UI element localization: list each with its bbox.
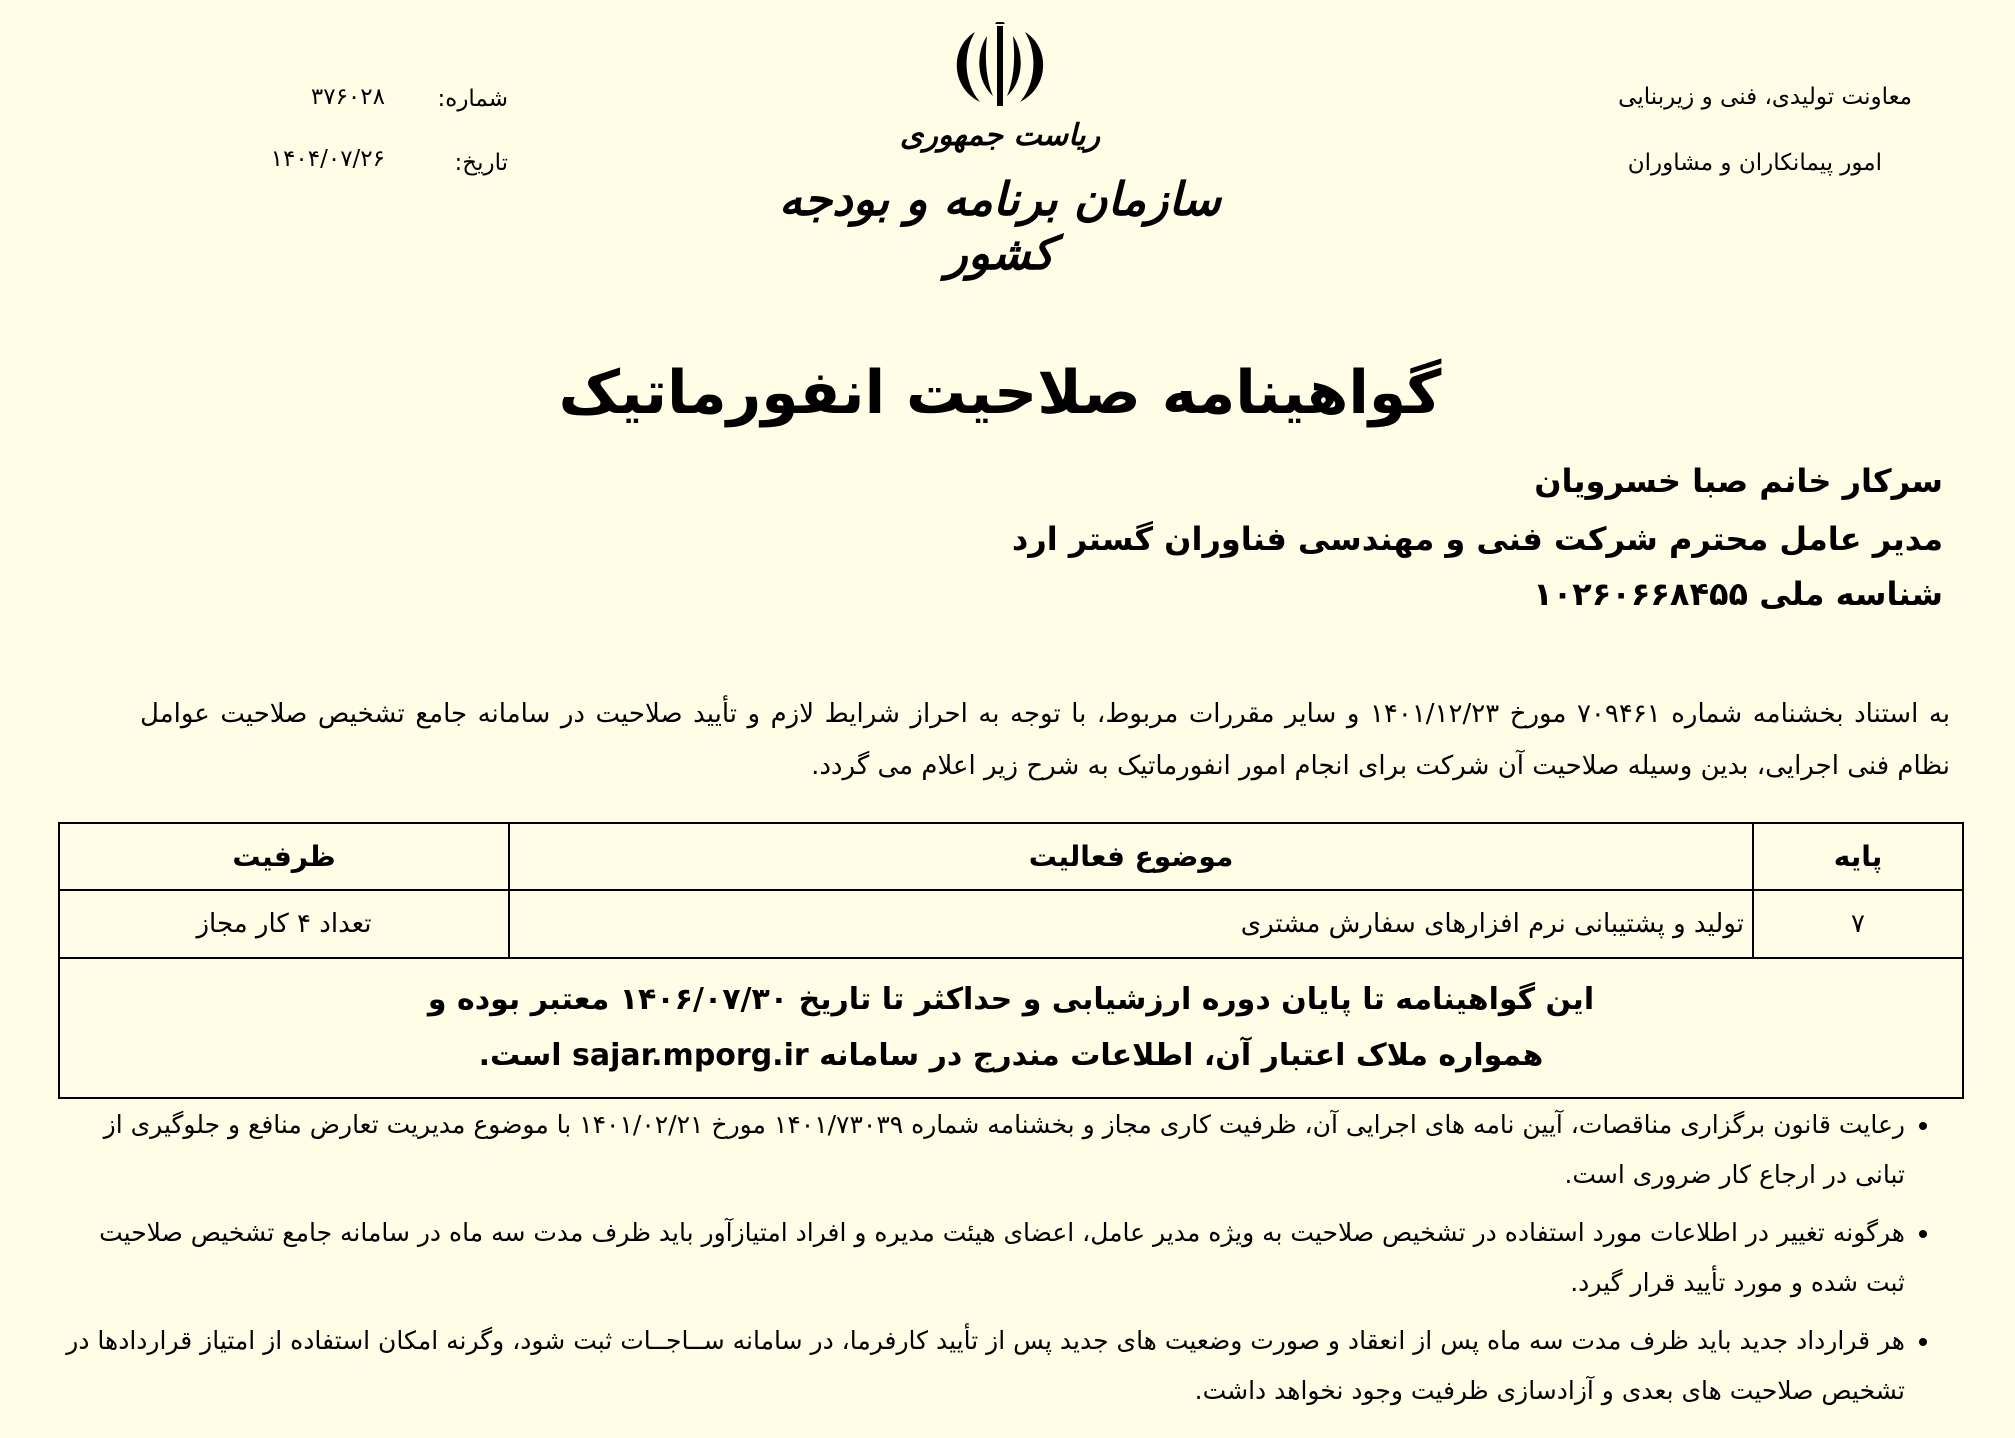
presidency-label: ریاست جمهوری [899, 118, 1101, 153]
header-capacity: ظرفیت [59, 823, 509, 890]
qualification-table [58, 822, 1964, 1099]
table-row [59, 890, 1963, 958]
number-value: ۳۷۶۰۲۸ [310, 84, 385, 110]
header-activity: موضوع فعالیت [509, 823, 1753, 890]
notes-list [65, 1100, 1935, 1424]
validity-cell [59, 958, 1963, 1098]
number-label: شماره: [437, 86, 508, 112]
date-value: ۱۴۰۴/۰۷/۲۶ [270, 146, 385, 172]
iran-emblem-icon [945, 22, 1055, 114]
national-id: شناسه ملی ۱۰۲۶۰۶۶۸۴۵۵ [1533, 575, 1943, 613]
note-item: • رعایت قانون برگزاری مناقصات، آیین نامه های اجرایی آن، ظرفیت کاری مجاز و بخشنامه شماره ۱۴۰۱/۷۳۰۳۹ مورخ ۱۴۰۱/۰۲/۲۱ با موضوع مدیریت تعارض منافع و جلوگیری از تبانی در ارجاع کار ضروری است. [65, 1100, 1905, 1200]
validity-line-2: همواره ملاک اعتبار آن، اطلاعات مندرج در سامانه sajar.mporg.ir است. [478, 1038, 1544, 1073]
certificate-title: گواهینامه صلاحیت انفورماتیک [558, 358, 1442, 428]
note-item: • هر قرارداد جدید باید ظرف مدت سه ماه پس از انعقاد و صورت وضعیت های جدید پس از تأیید کارفرما، در سامانه ســاجــات ثبت شود، وگرنه امکان استفاده از امتیاز قراردادها در تشخیص صلاحیت های بعدی و آزادسازی ظرفیت وجود نخواهد داشت. [65, 1316, 1905, 1416]
validity-line-1: این گواهینامه تا پایان دوره ارزشیابی و حداکثر تا تاریخ ۱۴۰۶/۰۷/۳۰ معتبر بوده و [427, 982, 1595, 1017]
addressee-name: سرکار خانم صبا خسرویان [1534, 462, 1943, 500]
cell-activity: تولید و پشتیبانی نرم افزارهای سفارش مشتری [509, 890, 1753, 958]
note-item: • هرگونه تغییر در اطلاعات مورد استفاده در تشخیص صلاحیت به ویژه مدیر عامل، اعضای هیئت مدیره و افراد امتیازآور باید ظرف مدت سه ماه در سامانه جامع تشخیص صلاحیت ثبت شده و مورد تأیید قرار گیرد. [65, 1208, 1905, 1308]
organization-name: سازمان برنامه و بودجه کشور [779, 172, 1221, 280]
addressee-position: مدیر عامل محترم شرکت فنی و مهندسی فناوران گستر ارد [1011, 520, 1943, 558]
cell-grade: ۷ [1753, 890, 1963, 958]
department-name: معاونت تولیدی، فنی و زیربنایی [1618, 84, 1912, 110]
table-header-row [59, 823, 1963, 890]
office-name: امور پیمانکاران و مشاوران [1627, 150, 1882, 176]
header-grade: پایه [1753, 823, 1963, 890]
validity-row [59, 958, 1963, 1098]
intro-paragraph: به استناد بخشنامه شماره ۷۰۹۴۶۱ مورخ ۱۴۰۱/۱۲/۲۳ و سایر مقررات مربوط، با توجه به احراز شرایط لازم و تأیید صلاحیت در سامانه جامع تشخیص صلاحیت عوامل نظام فنی اجرایی، بدین وسیله صلاحیت آن شرکت برای انجام امور انفورماتیک به شرح زیر اعلام می گردد. [140, 699, 1950, 781]
cell-capacity: تعداد ۴ کار مجاز [59, 890, 509, 958]
date-label: تاریخ: [454, 150, 508, 176]
